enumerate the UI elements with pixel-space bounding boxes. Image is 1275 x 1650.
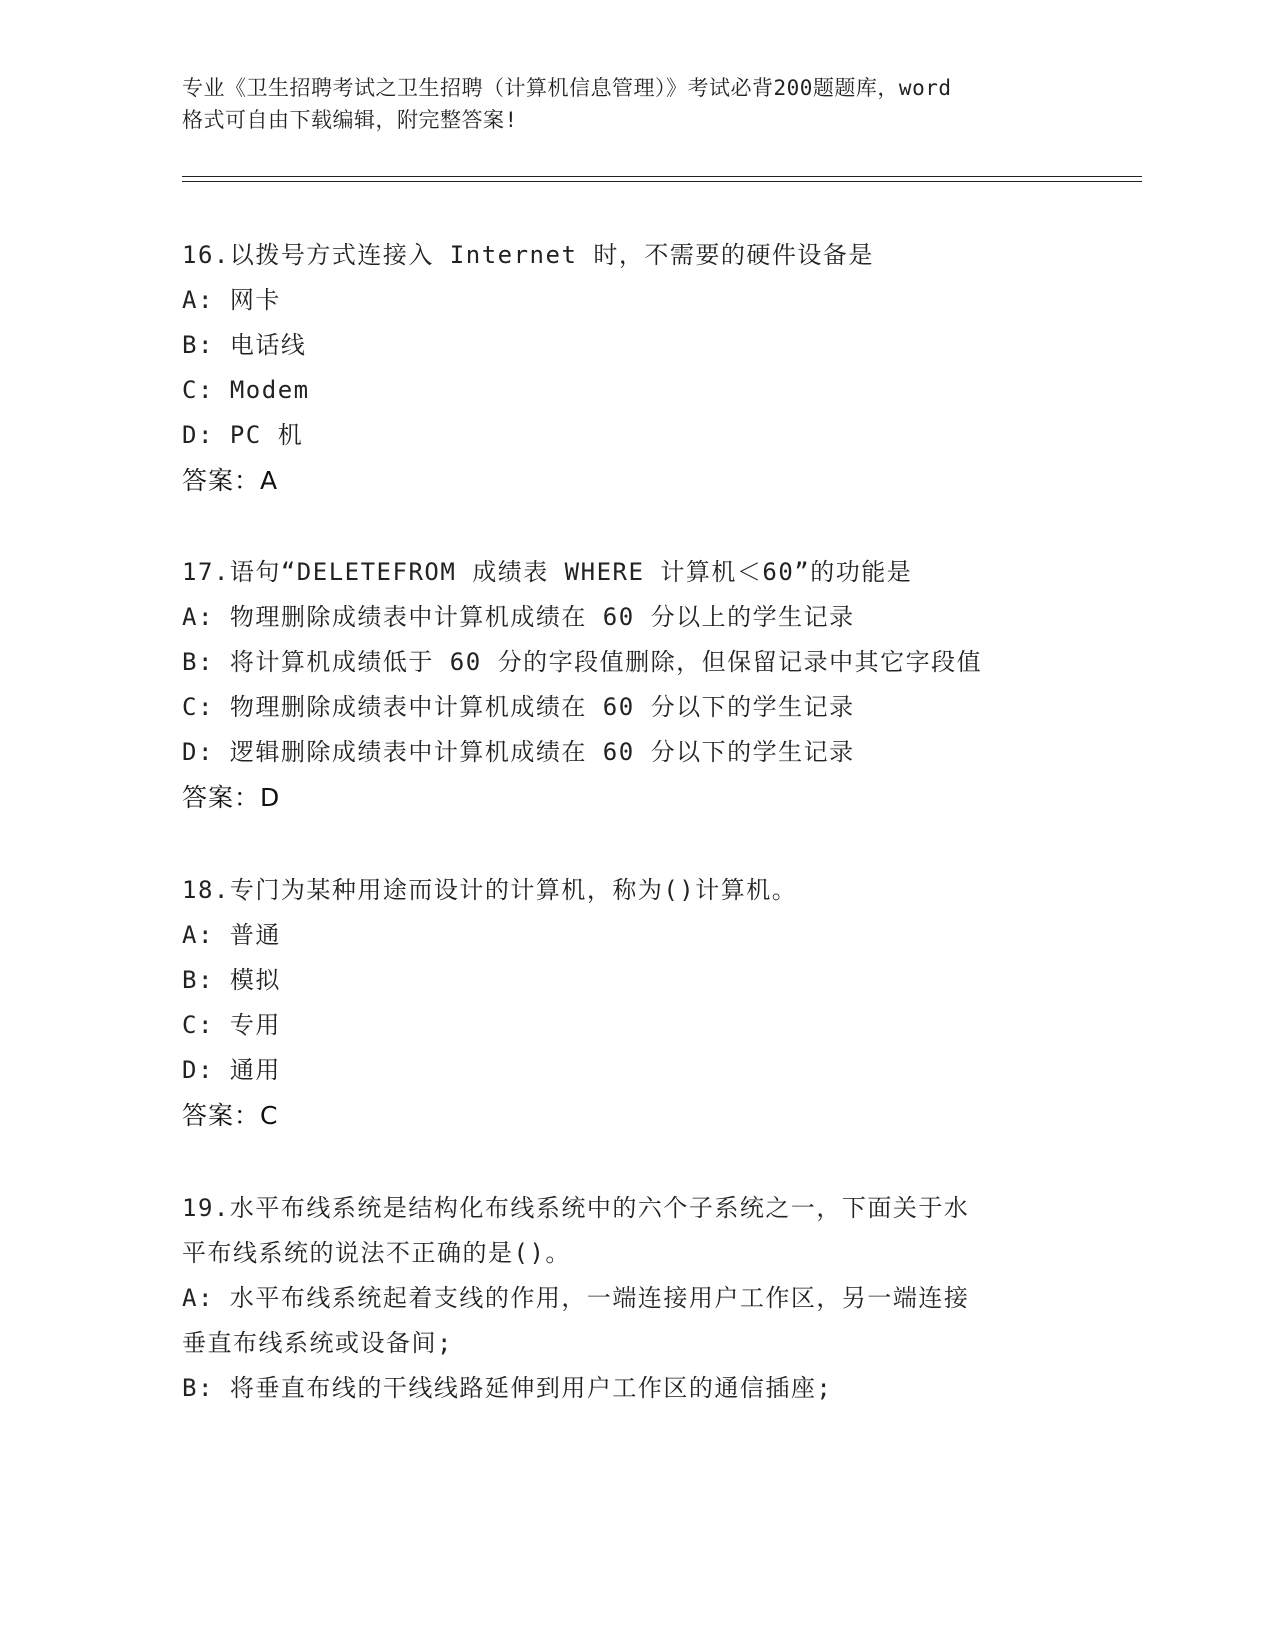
- question-17: [182, 550, 1082, 820]
- option-a-line-1: A: 水平布线系统起着支线的作用，一端连接用户工作区，另一端连接: [182, 1284, 970, 1312]
- header-divider-top: [182, 176, 1142, 177]
- option-b: B: 将计算机成绩低于 60 分的字段值删除，但保留记录中其它字段值: [182, 648, 983, 676]
- question-stem: 16.以拨号方式连接入 Internet 时，不需要的硬件设备是: [182, 241, 874, 269]
- option-b: B: 将垂直布线的干线线路延伸到用户工作区的通信插座;: [182, 1374, 833, 1402]
- option-c: C: Modem: [182, 376, 310, 404]
- option-c: C: 物理删除成绩表中计算机成绩在 60 分以下的学生记录: [182, 693, 855, 721]
- question-stem-line-1: 19.水平布线系统是结构化布线系统中的六个子系统之一，下面关于水: [182, 1194, 970, 1222]
- option-c: C: 专用: [182, 1011, 281, 1039]
- option-d: D: 逻辑删除成绩表中计算机成绩在 60 分以下的学生记录: [182, 738, 855, 766]
- question-stem: 18.专门为某种用途而设计的计算机，称为()计算机。: [182, 876, 798, 904]
- header-line-1: 专业《卫生招聘考试之卫生招聘（计算机信息管理）》考试必背200题题库，word: [182, 76, 952, 100]
- option-d: D: PC 机: [182, 421, 304, 449]
- question-stem: 17.语句“DELETEFROM 成绩表 WHERE 计算机＜60”的功能是: [182, 558, 913, 586]
- question-18: [182, 868, 1082, 1138]
- option-a: A: 普通: [182, 921, 281, 949]
- option-b: B: 电话线: [182, 331, 307, 359]
- question-19: [182, 1186, 1082, 1411]
- header-line-2: 格式可自由下载编辑，附完整答案!: [182, 108, 518, 132]
- answer-label: 答案：C: [182, 1101, 279, 1130]
- answer-label: 答案：A: [182, 466, 279, 495]
- option-b: B: 模拟: [182, 966, 281, 994]
- option-a-line-2: 垂直布线系统或设备间;: [182, 1329, 453, 1357]
- question-stem-line-2: 平布线系统的说法不正确的是()。: [182, 1239, 571, 1267]
- document-header: [182, 72, 1062, 136]
- option-a: A: 网卡: [182, 286, 281, 314]
- option-a: A: 物理删除成绩表中计算机成绩在 60 分以上的学生记录: [182, 603, 855, 631]
- option-d: D: 通用: [182, 1056, 281, 1084]
- question-16: [182, 233, 1082, 503]
- header-divider-bottom: [182, 181, 1142, 182]
- answer-label: 答案：D: [182, 783, 281, 812]
